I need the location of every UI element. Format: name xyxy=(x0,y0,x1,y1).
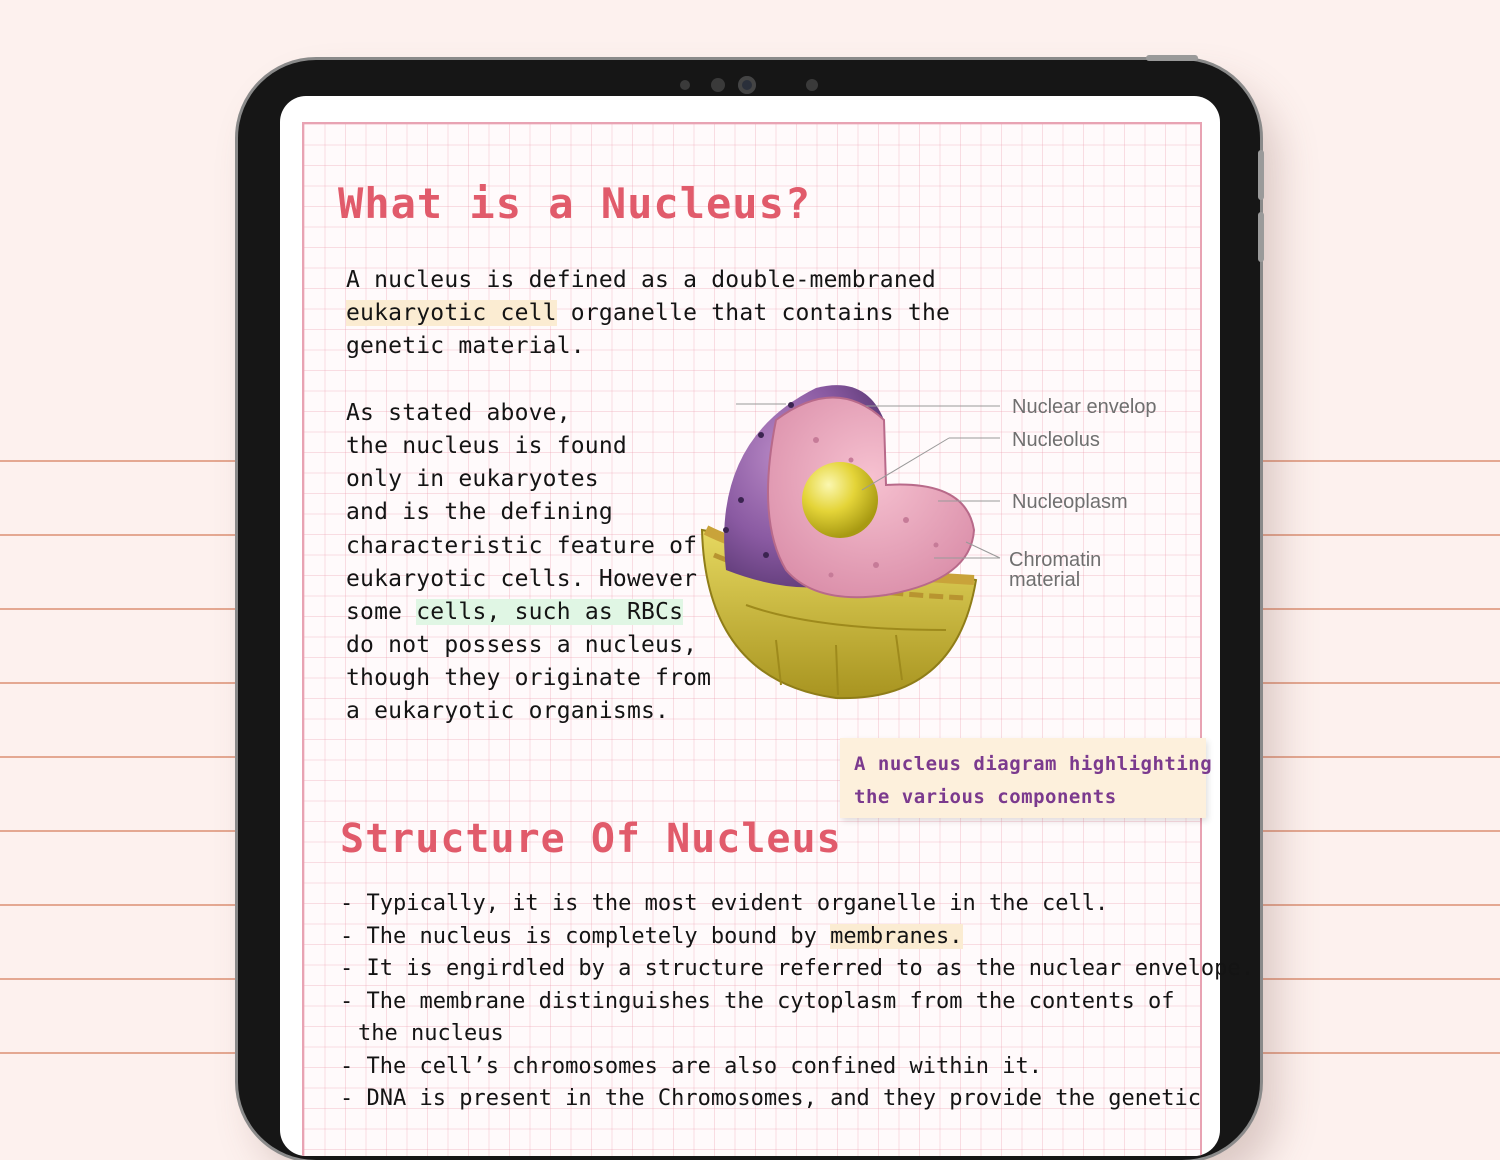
page-title: What is a Nucleus? xyxy=(338,179,812,228)
bg-line xyxy=(0,460,240,462)
label-nucleoplasm: Nucleoplasm xyxy=(1012,491,1128,513)
bg-line xyxy=(0,830,240,832)
bg-line xyxy=(0,608,240,610)
bg-line xyxy=(0,756,240,758)
highlight-rbcs: cells, such as RBCs xyxy=(416,599,684,625)
label-nuclear-envelope: Nuclear envelop xyxy=(1012,396,1157,418)
list-item: - The membrane distinguishes the cytoplasm from the contents of xyxy=(340,988,1175,1014)
list-item xyxy=(340,921,1254,954)
highlight-eukaryotic-cell: eukaryotic cell xyxy=(346,300,557,326)
text-line xyxy=(346,596,683,629)
section-heading: Structure Of Nucleus xyxy=(340,816,842,862)
bg-line xyxy=(0,1052,240,1054)
caption-line: A nucleus diagram highlighting xyxy=(854,753,1213,775)
text-line: characteristic feature of xyxy=(346,533,698,559)
volume-down-button xyxy=(1258,212,1264,262)
list-item: - DNA is present in the Chromosomes, and they provide the genetic xyxy=(340,1086,1201,1111)
list-item: - It is engirdled by a structure referred to as the nuclear envelope. xyxy=(340,956,1254,981)
bg-line xyxy=(1258,682,1500,684)
caption-text xyxy=(854,748,1212,814)
text-line: and is the defining xyxy=(346,499,613,525)
sensor-icon xyxy=(711,78,725,92)
caption-line: the various components xyxy=(854,786,1117,808)
diagram-caption xyxy=(840,738,1213,818)
text-line: the nucleus is found xyxy=(346,433,627,459)
power-button xyxy=(1146,55,1198,61)
bg-line xyxy=(1258,608,1500,610)
list-item-continuation: the nucleus xyxy=(358,1021,504,1046)
text-line: A nucleus is defined as a double-membraned xyxy=(346,267,936,293)
list-item: - Typically, it is the most evident organelle in the cell. xyxy=(340,891,1109,916)
bg-line xyxy=(1258,904,1500,906)
bg-line xyxy=(1258,978,1500,980)
text-fragment: organelle that contains the xyxy=(556,300,951,326)
nucleus-diagram xyxy=(666,380,1196,710)
camera-icon xyxy=(738,76,756,94)
bg-line xyxy=(1258,830,1500,832)
bg-line xyxy=(0,904,240,906)
list-item: - The cell’s chromosomes are also confined within it. xyxy=(340,1053,1042,1079)
structure-list xyxy=(340,888,1254,1116)
bg-line xyxy=(0,534,240,536)
bg-line xyxy=(0,978,240,980)
text-line: genetic material. xyxy=(346,333,585,359)
nucleus-illustration xyxy=(666,380,1196,710)
text-line: a eukaryotic organisms. xyxy=(346,698,670,724)
bg-line xyxy=(1258,460,1500,462)
sensor-icon xyxy=(806,79,818,91)
bg-line xyxy=(1258,756,1500,758)
bg-line xyxy=(1258,534,1500,536)
text-line: only in eukaryotes xyxy=(346,466,599,492)
text-line xyxy=(346,297,950,330)
text-fragment: - The nucleus is completely bound by xyxy=(340,923,831,949)
bg-line xyxy=(0,682,240,684)
label-chromatin-material: material xyxy=(1009,569,1081,591)
bg-line xyxy=(1258,1052,1500,1054)
label-chromatin: Chromatin xyxy=(1009,549,1102,571)
text-line: eukaryotic cells. However xyxy=(346,566,698,592)
text-fragment: some xyxy=(346,599,417,625)
label-nucleolus: Nucleolus xyxy=(1012,429,1100,451)
sensor-icon xyxy=(680,80,690,90)
text-line: though they originate from xyxy=(346,665,712,691)
highlight-membranes: membranes. xyxy=(830,923,963,949)
volume-up-button xyxy=(1258,150,1264,200)
text-line: As stated above, xyxy=(346,400,571,426)
text-line: do not possess a nucleus, xyxy=(346,632,698,658)
